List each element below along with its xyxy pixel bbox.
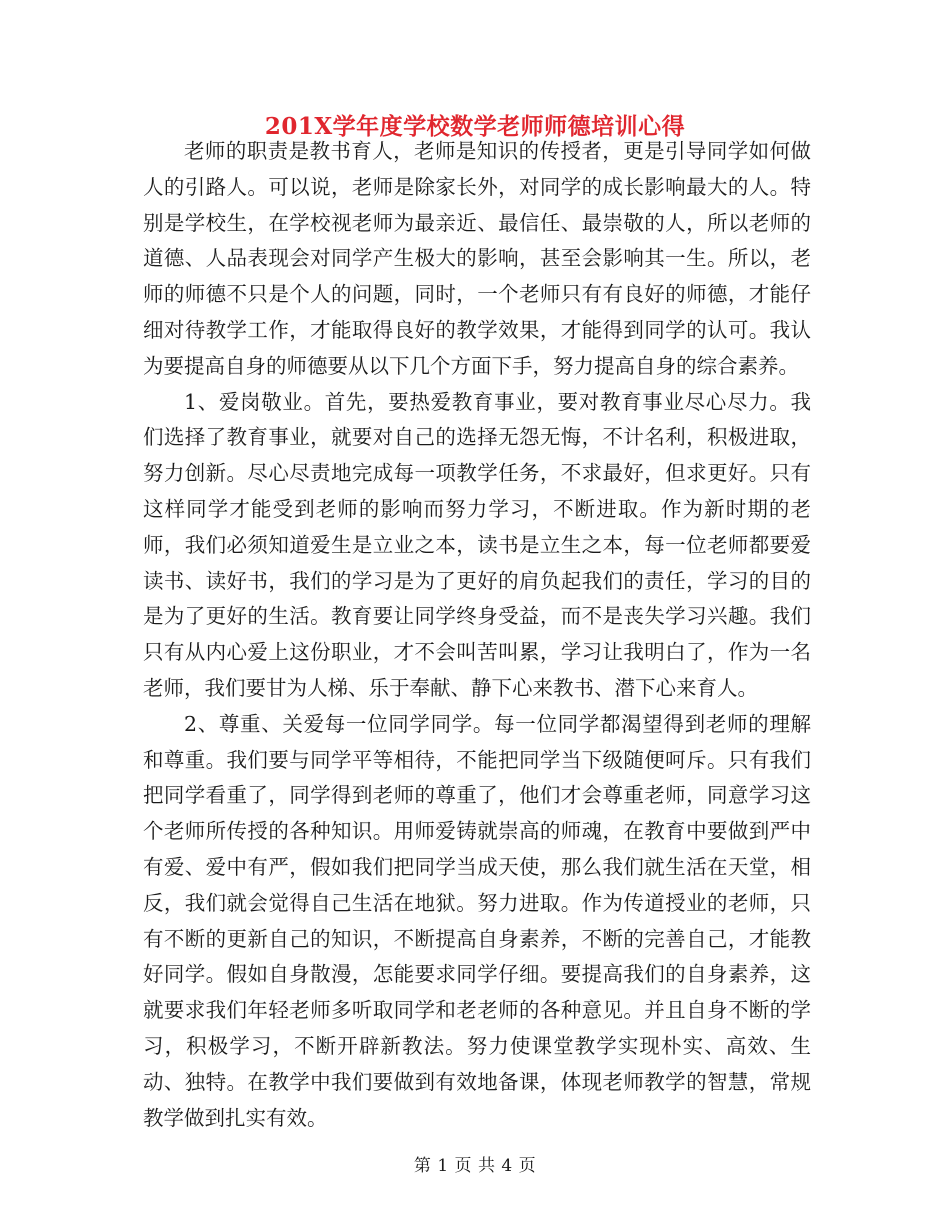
document-title: 201X学年度学校数学老师师德培训心得 xyxy=(264,113,686,140)
document-body xyxy=(143,134,811,1136)
page-footer: 第 1 页 共 4 页 xyxy=(413,1156,537,1176)
paragraph-point-2: 2、尊重、关爱每一位同学同学。每一位同学都渴望得到老师的理解和尊重。我们要与同学平等相待，不能把同学当下级随便呵斥。只有我们把同学看重了，同学得到老师的尊重了，他们才会尊重老师，同意学习这个老师所传授的各种知识。用师爱铸就崇高的师魂，在教育中要做到严中有爱、爱中有严，假如我们把同学当成天使，那么我们就生活在天堂，相反，我们就会觉得自己生活在地狱。努力进取。作为传道授业的老师，只有不断的更新自己的知识，不断提高自身素养，不断的完善自己，才能教好同学。假如自身散漫，怎能要求同学仔细。要提高我们的自身素养，这就要求我们年轻老师多听取同学和老老师的各种意见。并且自身不断的学习，积极学习，不断开辟新教法。努力使课堂教学实现朴实、高效、生动、独特。在教学中我们要做到有效地备课，体现老师教学的智慧，常规教学做到扎实有效。 xyxy=(143,711,811,1130)
paragraph-intro: 老师的职责是教书育人，老师是知识的传授者，更是引导同学如何做人的引路人。可以说，老师是除家长外，对同学的成长影响最大的人。特别是学校生，在学校视老师为最亲近、最信任、最崇敬的人，所以老师的道德、人品表现会对同学产生极大的影响，甚至会影响其一生。所以，老师的师德不只是个人的问题，同时，一个老师只有有良好的师德，才能仔细对待教学工作，才能取得良好的教学效果，才能得到同学的认可。我认为要提高自身的师德要从以下几个方面下手，努力提高自身的综合素养。 xyxy=(143,139,811,378)
paragraph-point-1: 1、爱岗敬业。首先，要热爱教育事业，要对教育事业尽心尽力。我们选择了教育事业，就要对自己的选择无怨无悔，不计名利，积极进取，努力创新。尽心尽责地完成每一项教学任务，不求最好，但求更好。只有这样同学才能受到老师的影响而努力学习，不断进取。作为新时期的老师，我们必须知道爱生是立业之本，读书是立生之本，每一位老师都要爱读书、读好书，我们的学习是为了更好的肩负起我们的责任，学习的目的是为了更好的生活。教育要让同学终身受益，而不是丧失学习兴趣。我们只有从内心爱上这份职业，才不会叫苦叫累，学习让我明白了，作为一名老师，我们要甘为人梯、乐于奉献、静下心来教书、潜下心来育人。 xyxy=(143,389,811,700)
